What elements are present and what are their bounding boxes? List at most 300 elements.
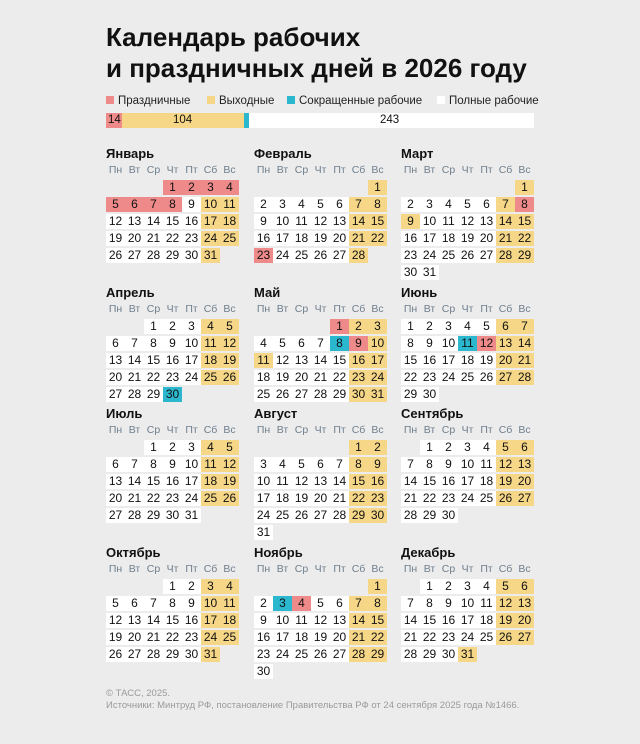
day-cell: 30 — [439, 647, 458, 662]
day-cell: 4 — [201, 319, 220, 334]
weekday-header: Сб — [351, 164, 366, 176]
day-cell: 20 — [496, 353, 515, 368]
weekday-header: Пн — [108, 164, 123, 176]
day-cell: 11 — [201, 336, 220, 351]
day-cell: 14 — [401, 474, 420, 489]
weekday-header: Вт — [423, 164, 436, 176]
day-cell: 26 — [273, 387, 292, 402]
day-cell: 23 — [439, 491, 458, 506]
day-cell: 21 — [401, 630, 420, 645]
day-cell: 22 — [163, 630, 182, 645]
day-cell: 30 — [401, 265, 420, 280]
day-cell: 11 — [477, 457, 496, 472]
day-cell: 25 — [201, 491, 220, 506]
day-cell: 30 — [349, 387, 368, 402]
weekday-header: Пн — [256, 303, 271, 315]
day-cell: 5 — [311, 197, 330, 212]
day-cell: 5 — [106, 197, 125, 212]
day-cell: 26 — [311, 647, 330, 662]
day-cell: 18 — [292, 231, 311, 246]
weekday-header: Чт — [314, 164, 327, 176]
day-cell: 29 — [163, 248, 182, 263]
day-cell: 31 — [254, 525, 273, 540]
weekday-header: Ср — [294, 424, 309, 436]
weekday-header: Пт — [185, 303, 198, 315]
day-cell: 21 — [349, 630, 368, 645]
weekday-header: Сб — [498, 303, 513, 315]
day-cell: 2 — [420, 319, 439, 334]
summary-segment-weekend — [122, 113, 244, 128]
month-11 — [254, 545, 390, 686]
day-cell: 23 — [439, 630, 458, 645]
day-cell: 16 — [439, 613, 458, 628]
day-cell: 19 — [292, 491, 311, 506]
day-cell: 4 — [220, 579, 239, 594]
day-cell: 6 — [515, 440, 534, 455]
day-cell: 11 — [458, 336, 477, 351]
day-cell: 15 — [330, 353, 349, 368]
day-cell: 19 — [106, 630, 125, 645]
day-cell: 2 — [254, 596, 273, 611]
day-cell: 2 — [368, 440, 387, 455]
legend-full-label: Полные рабочие — [449, 95, 539, 107]
day-cell: 4 — [220, 180, 239, 195]
day-cell: 31 — [458, 647, 477, 662]
weekday-header: Ср — [441, 164, 456, 176]
weekday-header: Сб — [351, 424, 366, 436]
day-cell: 9 — [163, 457, 182, 472]
day-cell: 18 — [477, 474, 496, 489]
day-cell: 17 — [201, 214, 220, 229]
weekday-header: Пн — [256, 424, 271, 436]
day-cell: 8 — [144, 457, 163, 472]
day-cell: 24 — [368, 370, 387, 385]
day-cell: 28 — [144, 248, 163, 263]
weekday-header: Пт — [333, 164, 346, 176]
day-cell: 24 — [201, 231, 220, 246]
day-cell: 12 — [292, 474, 311, 489]
weekday-header: Вс — [371, 424, 384, 436]
day-cell: 8 — [144, 336, 163, 351]
day-cell: 17 — [182, 474, 201, 489]
day-cell: 16 — [182, 214, 201, 229]
day-cell: 9 — [349, 336, 368, 351]
day-cell: 2 — [349, 319, 368, 334]
weekday-header: Пт — [480, 563, 493, 575]
day-cell: 17 — [439, 353, 458, 368]
day-cell: 20 — [330, 231, 349, 246]
day-cell: 11 — [220, 596, 239, 611]
day-cell: 27 — [125, 248, 144, 263]
weekday-header: Ср — [441, 424, 456, 436]
day-cell: 24 — [182, 370, 201, 385]
day-cell: 15 — [163, 613, 182, 628]
weekday-header: Пт — [333, 563, 346, 575]
day-cell: 22 — [401, 370, 420, 385]
day-cell: 12 — [273, 353, 292, 368]
weekday-header: Пн — [403, 164, 418, 176]
day-cell: 8 — [515, 197, 534, 212]
day-cell: 23 — [401, 248, 420, 263]
month-grid — [401, 423, 537, 547]
day-cell: 19 — [458, 231, 477, 246]
day-cell: 22 — [368, 231, 387, 246]
month-name: Июль — [106, 406, 143, 421]
day-cell: 15 — [144, 474, 163, 489]
day-cell: 26 — [496, 630, 515, 645]
weekday-header: Вс — [518, 563, 531, 575]
day-cell: 5 — [273, 336, 292, 351]
day-cell: 4 — [477, 440, 496, 455]
day-cell: 8 — [349, 457, 368, 472]
day-cell: 27 — [106, 387, 125, 402]
day-cell: 23 — [254, 248, 273, 263]
day-cell: 25 — [477, 491, 496, 506]
day-cell: 4 — [458, 319, 477, 334]
day-cell: 10 — [273, 214, 292, 229]
day-cell: 10 — [201, 596, 220, 611]
page-title — [106, 22, 586, 84]
weekday-header: Вт — [423, 424, 436, 436]
day-cell: 26 — [106, 248, 125, 263]
title-line-1: Календарь рабочих — [106, 22, 361, 52]
day-cell: 26 — [220, 370, 239, 385]
weekday-header: Чт — [166, 164, 179, 176]
weekday-header: Ср — [146, 424, 161, 436]
day-cell: 19 — [106, 231, 125, 246]
day-cell: 13 — [125, 214, 144, 229]
weekday-header: Пн — [256, 563, 271, 575]
day-cell: 10 — [273, 613, 292, 628]
day-cell: 10 — [368, 336, 387, 351]
weekday-header: Пн — [403, 424, 418, 436]
day-cell: 13 — [330, 613, 349, 628]
day-cell: 24 — [420, 248, 439, 263]
day-cell: 14 — [515, 336, 534, 351]
day-cell: 16 — [182, 613, 201, 628]
month-name: Апрель — [106, 285, 155, 300]
month-grid — [401, 163, 537, 287]
day-cell: 21 — [330, 491, 349, 506]
month-grid — [254, 562, 390, 686]
month-name: Сентябрь — [401, 406, 464, 421]
weekday-header: Ср — [146, 164, 161, 176]
month-grid — [254, 423, 390, 547]
day-cell: 11 — [273, 474, 292, 489]
day-cell: 22 — [420, 630, 439, 645]
weekday-header: Чт — [166, 563, 179, 575]
day-cell: 27 — [515, 630, 534, 645]
summary-segment-full — [249, 113, 534, 128]
weekday-header: Ср — [146, 303, 161, 315]
day-cell: 6 — [477, 197, 496, 212]
day-cell: 27 — [125, 647, 144, 662]
day-cell: 17 — [420, 231, 439, 246]
day-cell: 27 — [330, 248, 349, 263]
legend-holidays — [106, 95, 190, 107]
day-cell: 6 — [292, 336, 311, 351]
day-cell: 19 — [311, 630, 330, 645]
month-grid — [106, 163, 242, 287]
day-cell: 11 — [254, 353, 273, 368]
day-cell: 10 — [182, 336, 201, 351]
day-cell: 26 — [220, 491, 239, 506]
day-cell: 12 — [477, 336, 496, 351]
day-cell: 1 — [144, 440, 163, 455]
day-cell: 1 — [420, 440, 439, 455]
day-cell: 14 — [125, 353, 144, 368]
day-cell: 22 — [420, 491, 439, 506]
day-cell: 24 — [458, 630, 477, 645]
day-cell: 3 — [201, 579, 220, 594]
day-cell: 1 — [368, 180, 387, 195]
day-cell: 29 — [420, 508, 439, 523]
day-cell: 21 — [515, 353, 534, 368]
weekday-header: Пн — [403, 303, 418, 315]
day-cell: 16 — [439, 474, 458, 489]
day-cell: 18 — [220, 214, 239, 229]
day-cell: 9 — [254, 613, 273, 628]
day-cell: 6 — [125, 596, 144, 611]
day-cell: 8 — [401, 336, 420, 351]
day-cell: 22 — [368, 630, 387, 645]
day-cell: 24 — [439, 370, 458, 385]
month-10 — [106, 545, 242, 686]
day-cell: 29 — [401, 387, 420, 402]
day-cell: 29 — [420, 647, 439, 662]
day-cell: 18 — [439, 231, 458, 246]
day-cell: 19 — [496, 474, 515, 489]
day-cell: 28 — [311, 387, 330, 402]
day-cell: 20 — [106, 491, 125, 506]
day-cell: 9 — [182, 197, 201, 212]
day-cell: 16 — [254, 231, 273, 246]
weekday-header: Ср — [294, 303, 309, 315]
legend-weekends-label: Выходные — [219, 95, 275, 107]
day-cell: 31 — [201, 248, 220, 263]
day-cell: 18 — [292, 630, 311, 645]
day-cell: 26 — [477, 370, 496, 385]
day-cell: 8 — [368, 197, 387, 212]
day-cell: 19 — [220, 353, 239, 368]
weekday-header: Вс — [518, 303, 531, 315]
day-cell: 7 — [125, 336, 144, 351]
day-cell: 15 — [420, 474, 439, 489]
month-1 — [106, 146, 242, 287]
weekday-header: Пн — [108, 563, 123, 575]
day-cell: 8 — [330, 336, 349, 351]
day-cell: 6 — [106, 457, 125, 472]
day-cell: 15 — [144, 353, 163, 368]
day-cell: 27 — [496, 370, 515, 385]
title-line-2: и праздничных дней в 2026 году — [106, 53, 527, 83]
day-cell: 3 — [273, 197, 292, 212]
day-cell: 17 — [182, 353, 201, 368]
day-cell: 11 — [292, 613, 311, 628]
day-cell: 29 — [368, 647, 387, 662]
month-9 — [401, 406, 537, 547]
day-cell: 19 — [273, 370, 292, 385]
day-cell: 9 — [439, 596, 458, 611]
day-cell: 2 — [182, 579, 201, 594]
day-cell: 30 — [163, 387, 182, 402]
day-cell: 8 — [420, 457, 439, 472]
summary-bar — [106, 113, 534, 128]
day-cell: 28 — [401, 647, 420, 662]
day-cell: 4 — [273, 457, 292, 472]
weekday-header: Ср — [441, 563, 456, 575]
weekday-header: Пт — [185, 563, 198, 575]
day-cell: 14 — [144, 214, 163, 229]
legend-full — [437, 95, 539, 107]
weekday-header: Вс — [223, 164, 236, 176]
day-cell: 19 — [496, 613, 515, 628]
weekday-header: Вс — [371, 563, 384, 575]
day-cell: 12 — [496, 596, 515, 611]
day-cell: 26 — [106, 647, 125, 662]
weekday-header: Вт — [276, 563, 289, 575]
day-cell: 16 — [368, 474, 387, 489]
weekday-header: Вс — [223, 424, 236, 436]
weekday-header: Чт — [166, 303, 179, 315]
day-cell: 3 — [439, 319, 458, 334]
weekday-header: Чт — [314, 563, 327, 575]
day-cell: 13 — [106, 474, 125, 489]
day-cell: 21 — [125, 370, 144, 385]
day-cell: 9 — [163, 336, 182, 351]
day-cell: 30 — [368, 508, 387, 523]
day-cell: 7 — [515, 319, 534, 334]
day-cell: 13 — [515, 596, 534, 611]
day-cell: 29 — [330, 387, 349, 402]
day-cell: 6 — [106, 336, 125, 351]
day-cell: 29 — [163, 647, 182, 662]
day-cell: 25 — [254, 387, 273, 402]
weekday-header: Сб — [203, 303, 218, 315]
day-cell: 5 — [496, 579, 515, 594]
weekday-header: Вс — [223, 303, 236, 315]
day-cell: 6 — [496, 319, 515, 334]
day-cell: 22 — [144, 491, 163, 506]
day-cell: 3 — [458, 440, 477, 455]
day-cell: 14 — [496, 214, 515, 229]
weekday-header: Сб — [498, 164, 513, 176]
month-6 — [401, 285, 537, 426]
day-cell: 23 — [420, 370, 439, 385]
day-cell: 10 — [420, 214, 439, 229]
day-cell: 11 — [220, 197, 239, 212]
legend-weekends-swatch — [207, 96, 215, 104]
day-cell: 1 — [401, 319, 420, 334]
day-cell: 3 — [254, 457, 273, 472]
day-cell: 23 — [163, 491, 182, 506]
day-cell: 8 — [368, 596, 387, 611]
summary-value-full: 243 — [380, 114, 400, 126]
day-cell: 6 — [125, 197, 144, 212]
day-cell: 29 — [515, 248, 534, 263]
day-cell: 23 — [163, 370, 182, 385]
day-cell: 7 — [144, 596, 163, 611]
weekday-header: Вс — [518, 424, 531, 436]
month-grid — [401, 562, 537, 686]
day-cell: 7 — [401, 457, 420, 472]
day-cell: 21 — [349, 231, 368, 246]
day-cell: 21 — [125, 491, 144, 506]
weekday-header: Вт — [128, 563, 141, 575]
day-cell: 29 — [144, 508, 163, 523]
day-cell: 28 — [349, 248, 368, 263]
day-cell: 7 — [125, 457, 144, 472]
day-cell: 4 — [477, 579, 496, 594]
day-cell: 10 — [458, 457, 477, 472]
footer-copyright: © ТАСС, 2025. — [106, 688, 171, 699]
day-cell: 5 — [220, 440, 239, 455]
weekday-header: Пн — [108, 424, 123, 436]
day-cell: 12 — [220, 336, 239, 351]
footer-sources: Источники: Минтруд РФ, постановление Правительства РФ от 24 сентября 2025 года №1466. — [106, 700, 520, 711]
day-cell: 20 — [311, 491, 330, 506]
day-cell: 19 — [311, 231, 330, 246]
day-cell: 12 — [311, 613, 330, 628]
day-cell: 22 — [163, 231, 182, 246]
day-cell: 24 — [201, 630, 220, 645]
day-cell: 30 — [163, 508, 182, 523]
day-cell: 25 — [458, 370, 477, 385]
day-cell: 4 — [201, 440, 220, 455]
weekday-header: Сб — [203, 424, 218, 436]
day-cell: 13 — [477, 214, 496, 229]
weekday-header: Пн — [108, 303, 123, 315]
day-cell: 12 — [458, 214, 477, 229]
day-cell: 10 — [254, 474, 273, 489]
day-cell: 21 — [496, 231, 515, 246]
day-cell: 15 — [420, 613, 439, 628]
day-cell: 29 — [349, 508, 368, 523]
weekday-header: Пт — [480, 424, 493, 436]
month-5 — [254, 285, 390, 426]
day-cell: 14 — [330, 474, 349, 489]
day-cell: 29 — [144, 387, 163, 402]
day-cell: 15 — [349, 474, 368, 489]
day-cell: 23 — [182, 231, 201, 246]
day-cell: 22 — [349, 491, 368, 506]
day-cell: 27 — [292, 387, 311, 402]
day-cell: 26 — [458, 248, 477, 263]
day-cell: 20 — [125, 231, 144, 246]
day-cell: 15 — [515, 214, 534, 229]
day-cell: 2 — [254, 197, 273, 212]
weekday-header: Чт — [461, 303, 474, 315]
month-3 — [401, 146, 537, 287]
day-cell: 2 — [439, 440, 458, 455]
day-cell: 25 — [201, 370, 220, 385]
weekday-header: Сб — [351, 303, 366, 315]
day-cell: 8 — [420, 596, 439, 611]
day-cell: 4 — [439, 197, 458, 212]
weekday-header: Пт — [333, 303, 346, 315]
weekday-header: Чт — [314, 424, 327, 436]
day-cell: 15 — [368, 214, 387, 229]
day-cell: 19 — [477, 353, 496, 368]
day-cell: 15 — [368, 613, 387, 628]
day-cell: 19 — [220, 474, 239, 489]
weekday-header: Вт — [276, 164, 289, 176]
day-cell: 2 — [439, 579, 458, 594]
weekday-header: Пт — [185, 424, 198, 436]
month-name: Ноябрь — [254, 545, 303, 560]
day-cell: 21 — [144, 630, 163, 645]
day-cell: 9 — [368, 457, 387, 472]
